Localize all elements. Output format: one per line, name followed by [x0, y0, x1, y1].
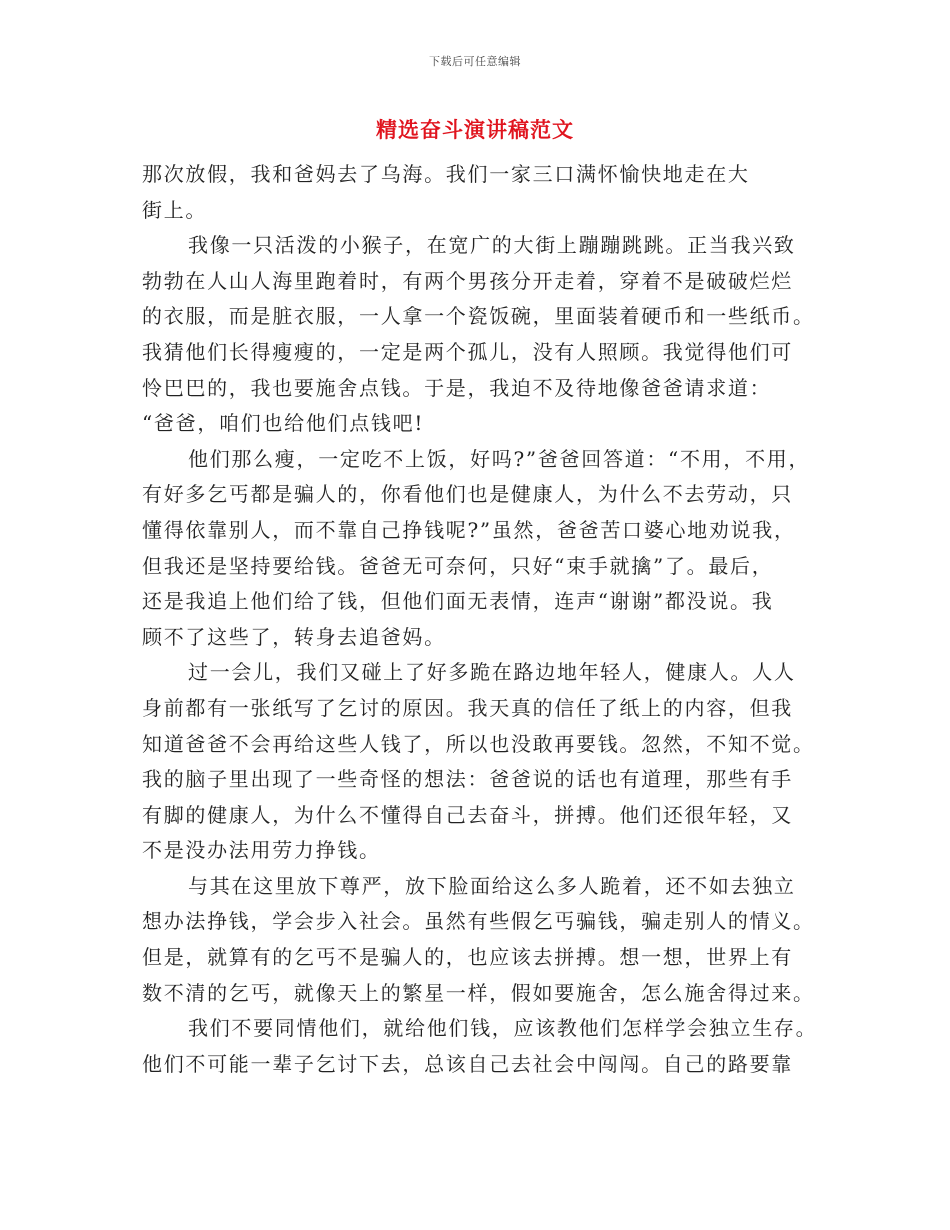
document-body: [142, 157, 818, 1082]
document-title: 精选奋斗演讲稿范文: [376, 117, 574, 142]
text-line: 想办法挣钱，学会步入社会。虽然有些假乞丐骗钱，骗走别人的情义。: [142, 909, 815, 934]
text-line: 不是没办法用劳力挣钱。: [142, 838, 381, 863]
text-line: 的衣服，而是脏衣服，一人拿一个瓷饭碗，里面装着硬币和一些纸币。: [142, 304, 815, 329]
text-line: 懂得依靠别人，而不靠自己挣钱呢?”虽然，爸爸苦口婆心地劝说我，: [142, 517, 796, 542]
text-line: 身前都有一张纸写了乞讨的原因。我天真的信任了纸上的内容，但我: [142, 695, 793, 720]
text-line: 有好多乞丐都是骗人的，你看他们也是健康人，为什么不去劳动，只: [142, 482, 793, 507]
text-line: 街上。: [142, 197, 208, 222]
text-line: 还是我追上他们给了钱，但他们面无表情，连声“谢谢”都没说。我: [142, 589, 774, 614]
text-line: 他们那么瘦，一定吃不上饭，好吗?”爸爸回答道：“不用，不用，: [188, 446, 811, 471]
text-line: 我像一只活泼的小猴子，在宽广的大街上蹦蹦跳跳。正当我兴致: [188, 233, 796, 258]
text-line: 我猜他们长得瘦瘦的，一定是两个孤儿，没有人照顾。我觉得他们可: [142, 339, 793, 364]
text-line: 我们不要同情他们，就给他们钱，应该教他们怎样学会独立生存。: [188, 1016, 818, 1041]
text-line: 勃勃在人山人海里跑着时，有两个男孩分开走着，穿着不是破破烂烂: [142, 268, 793, 293]
text-line: 他们不可能一辈子乞讨下去，总该自己去社会中闯闯。自己的路要靠: [142, 1051, 793, 1076]
text-line: 有脚的健康人，为什么不懂得自己去奋斗，拼搏。他们还很年轻，又: [142, 802, 793, 827]
text-line: 顾不了这些了，转身去追爸妈。: [142, 624, 446, 649]
text-line: 与其在这里放下尊严，放下脸面给这么多人跪着，还不如去独立: [188, 873, 796, 898]
text-line: 知道爸爸不会再给这些人钱了，所以也没敢再要钱。忽然，不知不觉。: [142, 731, 815, 756]
text-line: 过一会儿，我们又碰上了好多跪在路边地年轻人，健康人。人人: [188, 660, 796, 685]
text-line: 怜巴巴的，我也要施舍点钱。于是，我迫不及待地像爸爸请求道：: [142, 375, 772, 400]
text-line: 数不清的乞丐，就像天上的繁星一样，假如要施舍，怎么施舍得过来。: [142, 980, 815, 1005]
text-line: “爸爸，咱们也给他们点钱吧!: [142, 411, 425, 436]
text-line: 那次放假，我和爸妈去了乌海。我们一家三口满怀愉快地走在大: [142, 162, 750, 186]
text-line: 但我还是坚持要给钱。爸爸无可奈何，只好“束手就擒”了。最后，: [142, 553, 774, 578]
text-line: 但是，就算有的乞丐不是骗人的，也应该去拼搏。想一想，世界上有: [142, 945, 793, 970]
text-line: 我的脑子里出现了一些奇怪的想法：爸爸说的话也有道理，那些有手: [142, 767, 793, 792]
header-note: 下载后可任意编辑: [429, 55, 521, 68]
